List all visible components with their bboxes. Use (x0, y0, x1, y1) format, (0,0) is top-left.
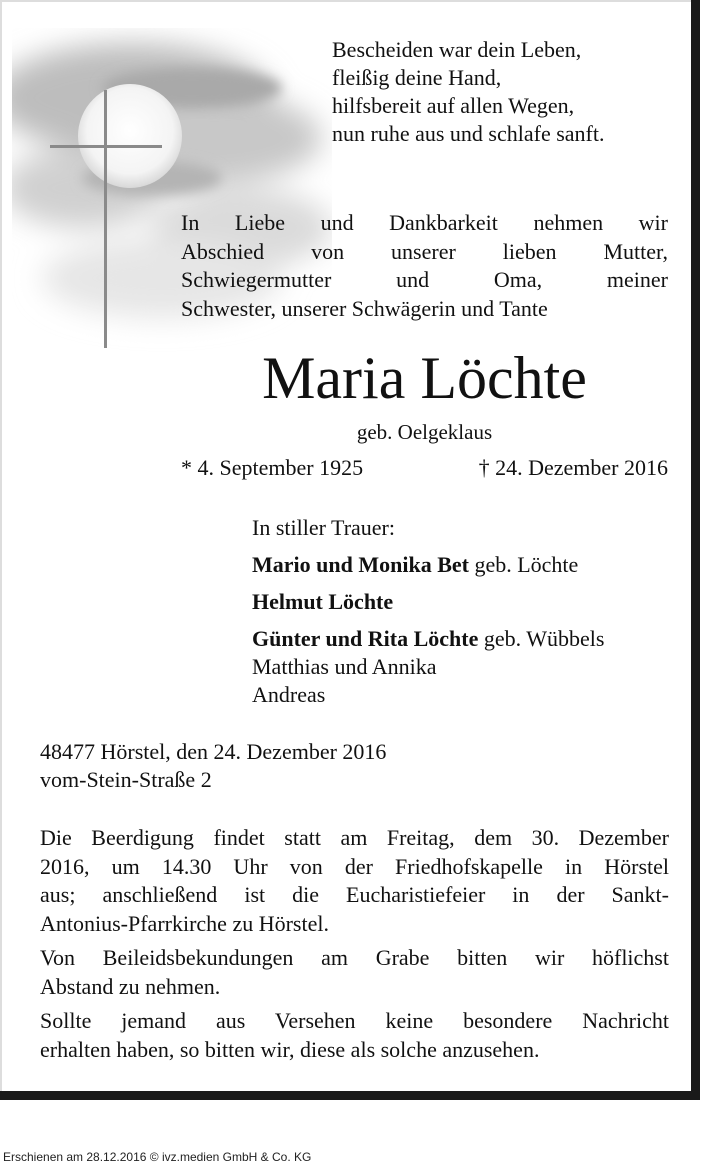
intro-line: In Liebe und Dankbarkeit nehmen wir (181, 210, 668, 235)
text-line: aus; anschließend ist die Eucharistiefeier in der Sankt- (40, 882, 669, 907)
poem (332, 36, 604, 148)
intro-line: Abschied von unserer lieben Mutter, (181, 238, 668, 264)
place-line: 48477 Hörstel, den 24. Dezember 2016 (40, 739, 387, 764)
text-line: 2016, um 14.30 Uhr von der Friedhofskapelle in Hörstel (40, 853, 669, 879)
mourner-names: Günter und Rita Löchte (252, 626, 479, 651)
text-line: Antonius-Pfarrkirche zu Hörstel. (40, 910, 329, 936)
place-date (40, 738, 386, 794)
notice-paragraph (40, 1007, 669, 1064)
poem-line: Bescheiden war dein Leben, (332, 37, 582, 62)
mourner-entry (252, 551, 672, 579)
poem-line: fleißig deine Hand, (332, 65, 502, 90)
moon (78, 84, 182, 188)
deceased-name: Maria Löchte (262, 345, 587, 411)
condolence-paragraph (40, 944, 669, 1001)
intro-line: Schwiegermutter und Oma, meiner (181, 267, 668, 292)
mourner-names: Helmut Löchte (252, 589, 394, 614)
mourner-entry (252, 625, 672, 653)
text-line: Sollte jemand aus Versehen keine besondere Nachricht (40, 1008, 669, 1033)
text-line: Von Beileidsbekundungen am Grabe bitten wir höflichst (40, 945, 669, 970)
mourner-extra: Andreas (252, 682, 326, 707)
address-line: vom-Stein-Straße 2 (40, 767, 212, 792)
funeral-paragraph (40, 824, 669, 938)
text-line: Abstand zu nehmen. (40, 973, 221, 999)
death-date: † 24. Dezember 2016 (478, 455, 668, 480)
text-line: Die Beerdigung findet statt am Freitag, dem 30. Dezember (40, 825, 669, 850)
birth-date: * 4. September 1925 (181, 455, 364, 480)
funeral-info (40, 824, 669, 1070)
intro-text (181, 209, 668, 323)
mourner-entry (252, 588, 672, 616)
poem-line: nun ruhe aus und schlafe sanft. (332, 121, 605, 146)
mourner-note: geb. Löchte (468, 552, 579, 577)
mourners-heading: In stiller Trauer: (252, 515, 395, 540)
publication-footer: Erschienen am 28.12.2016 © ivz.medien GmbH & Co. KG (3, 1150, 312, 1164)
mourner-extra: Matthias und Annika (252, 654, 437, 679)
text-line: erhalten haben, so bitten wir, diese als solche anzusehen. (40, 1036, 540, 1062)
mourner-names: Mario und Monika Bet (252, 552, 469, 577)
maiden-name: geb. Oelgeklaus (356, 420, 493, 444)
mourner-note: geb. Wübbels (478, 626, 605, 651)
poem-line: hilfsbereit auf allen Wegen, (332, 93, 575, 118)
mourners-list (252, 514, 672, 709)
intro-line: Schwester, unserer Schwägerin und Tante (181, 295, 548, 321)
